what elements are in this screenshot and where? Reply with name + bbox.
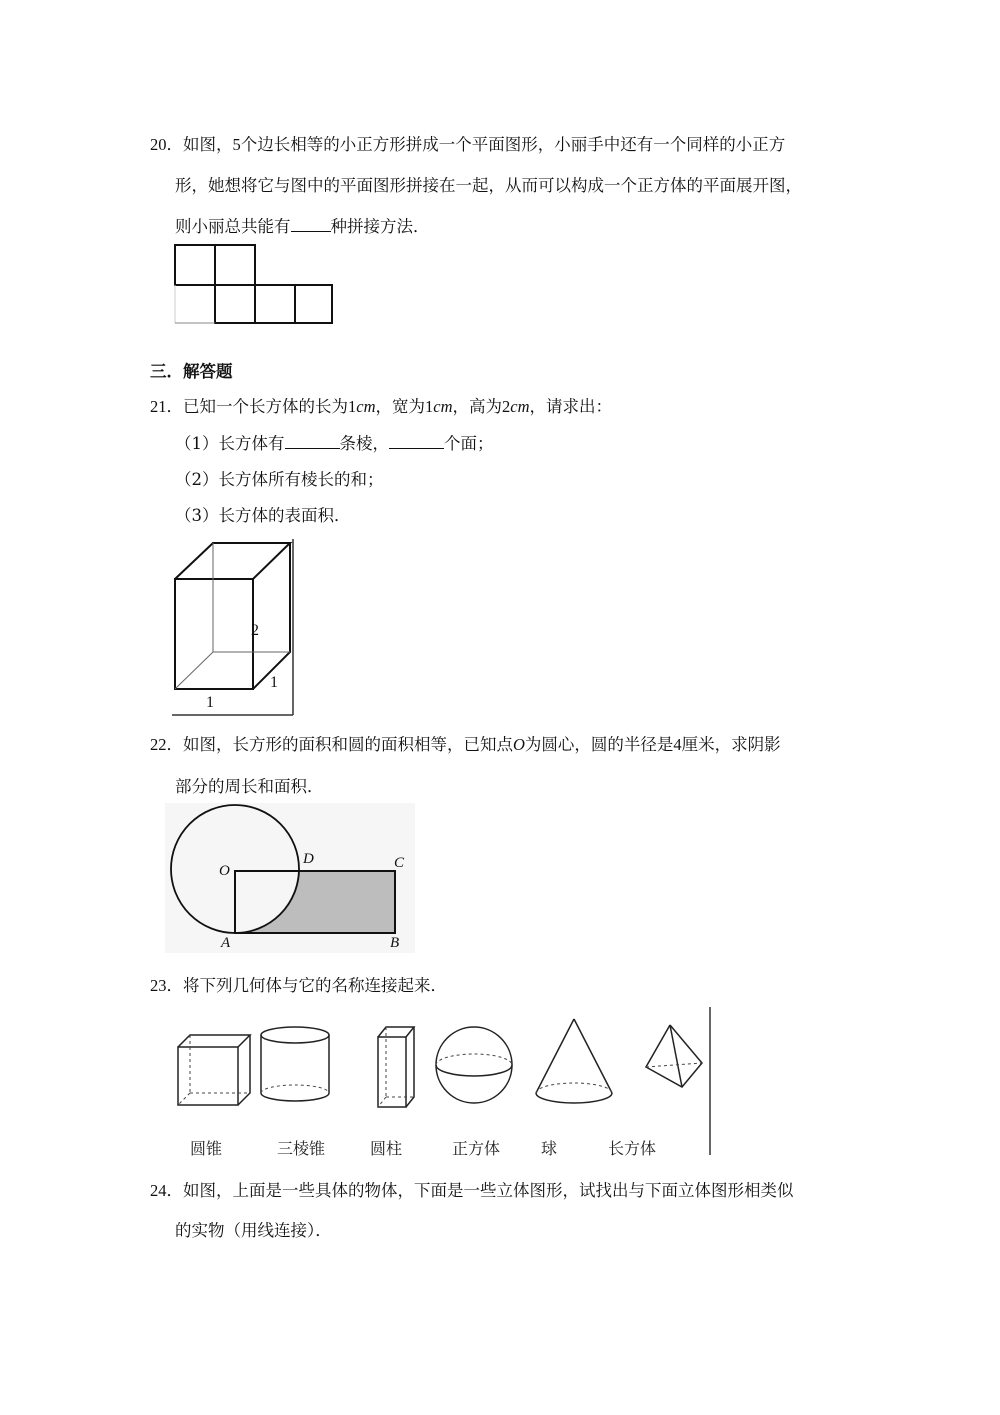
q20-line3: 则小丽总共能有 种拼接方法． [175,217,430,236]
solid-name-label: 球 [541,1139,558,1158]
q20-number: 20 [150,135,167,154]
point-d-label: D [303,851,314,867]
q24-line1: 24．如图，上面是一些具体的物体，下面是一些立体图形，试找出与下面立体图形相类似 [150,1181,794,1200]
point-c-label: C [394,855,405,871]
q21-part1: （1）长方体有 条棱， 个面； [175,434,494,453]
q20-line2: 形，她想将它与图中的平面图形拼接在一起，从而可以构成一个正方体的平面展开图， [175,176,802,195]
q20-net-figure [170,240,340,330]
q21-edges-blank[interactable] [285,433,340,449]
q20-count: 5 [232,135,241,154]
cuboid-height-label: 2 [251,622,259,639]
net-square [255,285,295,323]
net-square [295,285,332,323]
solid-cylinder [261,1027,329,1101]
solid-cone [536,1019,612,1103]
q22-circle-rectangle-figure [165,803,415,953]
q21-faces-blank[interactable] [389,433,444,449]
q22-number: 22 [150,735,167,754]
q21-stem: 21．已知一个长方体的长为1cm，宽为1cm，高为2cm，请求出： [150,397,612,416]
cuboid-length-label: 1 [206,694,214,711]
q20-line1: 20．如图，5个边长相等的小正方形拼成一个平面图形，小丽手中还有一个同样的小正方 [150,135,786,154]
cuboid-front-face [175,579,253,689]
q23-text: 23．将下列几何体与它的名称连接起来． [150,976,447,995]
solid-name-label: 正方体 [452,1139,501,1158]
net-square [215,285,255,323]
q21-number: 21 [150,397,167,416]
point-b-label: B [390,935,400,951]
solid-name-label: 长方体 [608,1139,657,1158]
solid-name-label: 圆柱 [370,1139,403,1158]
solid-name-label: 三棱锥 [277,1139,326,1158]
q24-line2: 的实物（用线连接）． [175,1221,332,1240]
solid-name-label: 圆锥 [190,1139,223,1158]
q21-cuboid-figure [168,537,298,719]
solid-sphere [436,1027,512,1103]
solid-cuboid [378,1027,414,1107]
point-o-label: O [219,863,230,879]
q21-part2: （2）长方体所有棱长的和； [175,470,384,489]
q23-number: 23 [150,976,167,995]
q24-number: 24 [150,1181,167,1200]
net-square [215,245,255,285]
point-a-label: A [221,935,231,951]
solid-triangular-pyramid [646,1025,702,1087]
q22-line2: 部分的周长和面积． [175,777,324,796]
q20-answer-blank[interactable] [291,216,331,232]
cuboid-width-label: 1 [270,674,278,691]
net-square [175,245,215,285]
section-3-heading: 三．解答题 [150,362,233,381]
q21-part3: （3）长方体的表面积． [175,506,351,525]
q22-line1: 22．如图，长方形的面积和圆的面积相等，已知点O为圆心，圆的半径是4厘米，求阴影 [150,735,781,754]
